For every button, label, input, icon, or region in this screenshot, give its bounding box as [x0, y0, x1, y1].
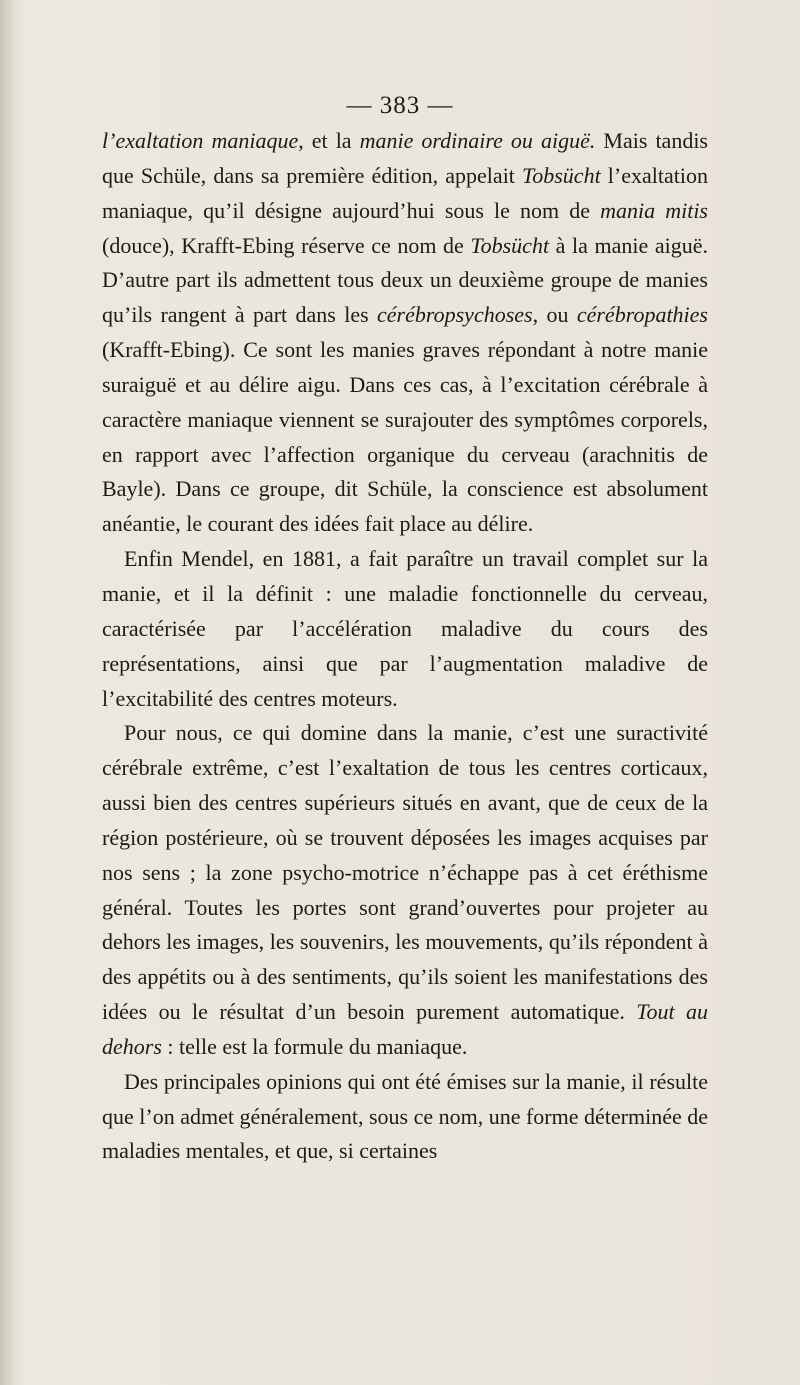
page-edge-shadow	[0, 0, 14, 1385]
italic-run: manie ordinaire ou aiguë.	[359, 128, 596, 153]
italic-run: Tobsücht	[522, 162, 601, 188]
text-run: Enfin Mendel, en 1881, a fait paraître un travail complet sur la manie, et il la définit : une maladie fonctionnelle du cerveau, caractérisée par l’accélération maladive du cours des représentations, ainsi que par l’augmentation maladive de l’excitabilité des centres moteurs.	[102, 546, 708, 711]
text-run: : telle est la formule du maniaque.	[161, 1033, 468, 1059]
text-run: l’exaltation maniaque, qu’il désigne aujourd’hui sous le nom de	[102, 162, 708, 223]
paragraph	[102, 716, 708, 1064]
italic-run: Tobsücht	[470, 232, 550, 258]
text-run: Des principales opinions qui ont été émises sur la manie, il résulte que l’on admet généralement, sous ce nom, une forme déterminée de maladies mentales, et que, si certaines	[102, 1068, 708, 1164]
italic-run: l’exaltation maniaque	[102, 128, 299, 153]
body-text	[102, 124, 708, 1169]
text-run: à la manie aiguë. D’autre part ils admettent tous deux un deuxième groupe de manies qu’ils rangent à part dans les	[102, 232, 708, 328]
paragraph	[102, 542, 708, 716]
italic-run: mania mitis	[600, 197, 708, 223]
text-run: , et la	[298, 128, 360, 153]
paragraph	[102, 124, 708, 542]
text-run: Mais tandis que Schüle, dans sa première édition, appelait	[102, 128, 708, 188]
text-run: (Krafft-Ebing). Ce sont les manies graves répondant à notre manie suraiguë et au délire aigu. Dans ces cas, à l’excitation cérébrale à caractère maniaque viennent se surajouter des symptômes corporels, en rapport avec l’affection organique du cerveau (arachnitis de Bayle). Dans ce groupe, dit Schüle, la conscience est absolument anéantie, le courant des idées fait place au délire.	[102, 337, 708, 537]
italic-run: cérébropsychoses	[377, 302, 533, 328]
paragraph	[102, 1065, 708, 1170]
text-run: Pour nous, ce qui domine dans la manie, c’est une suractivité cérébrale extrême, c’est l’exaltation de tous les centres corticaux, aussi bien des centres supérieurs situés en avant, que de ceux de la région postérieure, où se trouvent déposées les images acquises par nos sens ; la zone psycho-motrice n’échappe pas à cet éréthisme général. Toutes les portes sont grand’ouvertes pour projeter au dehors les images, les souvenirs, les mouvements, qu’ils répondent à des appétits ou à des sentiments, qu’ils soient les manifestations des idées ou le résultat d’un besoin purement automatique.	[102, 720, 708, 1025]
italic-run: Tout au dehors	[102, 999, 709, 1059]
text-run: (douce), Krafft-Ebing réserve ce nom de	[102, 232, 471, 258]
page-number: — 383 —	[346, 92, 454, 119]
text-run: , ou	[532, 302, 577, 328]
italic-run: cérébropathies	[576, 302, 708, 328]
